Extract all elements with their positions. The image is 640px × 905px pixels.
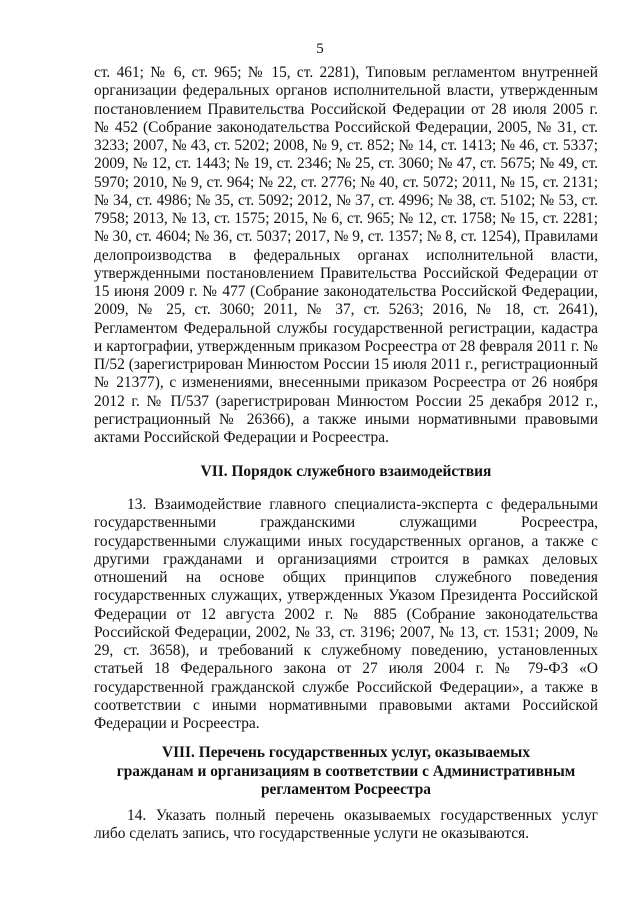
- section-heading-8-line-1: VIII. Перечень государственных услуг, оказываемых: [161, 744, 531, 761]
- paragraph-item-14: 14. Указать полный перечень оказываемых государственных услуг либо сделать запись, что государственные услуги не оказываются.: [94, 807, 598, 843]
- section-heading-7: VII. Порядок служебного взаимодействия: [200, 463, 492, 480]
- section-heading-8-line-3: регламентом Росреестра: [261, 781, 431, 798]
- paragraph-continuation: ст. 461; № 6, ст. 965; № 15, ст. 2281), Типовым регламентом внутренней организации федеральных органов исполнительной власти, утвержденным постановлением Правительства Российской Федерации от 28 июля 2005 г. № 452 (Собрание законодательства Российской Федерации, 2005, № 31, ст. 3233; 2007, № 43, ст. 5202; 2008, № 9, ст. 852; № 14, ст. 1413; № 46, ст. 5337; 2009, № 12, ст. 1443; № 19, ст. 2346; № 25, ст. 3060; № 47, ст. 5675; № 49, ст. 5970; 2010, № 9, ст. 964; № 22, ст. 2776; № 40, ст. 5072; 2011, № 15, ст. 2131; № 34, ст. 4986; № 35, ст. 5092; 2012, № 37, ст. 4996; № 38, ст. 5102; № 53, ст. 7958; 2013, № 13, ст. 1575; 2015, № 6, ст. 965; № 12, ст. 1758; № 15, ст. 2281; № 30, ст. 4604; № 36, ст. 5037; 2017, № 9, ст. 1357; № 8, ст. 1254), Правилами делопроизводства в федеральных органах исполнительной власти, утвержденными постановлением Правительства Российской Федерации от 15 июня 2009 г. № 477 (Собрание законодательства Российской Федерации, 2009, № 25, ст. 3060; 2011, № 37, ст. 5263; 2016, № 18, ст. 2641), Регламентом Федеральной службы государственной регистрации, кадастра и картографии, утвержденным приказом Росреестра от 28 февраля 2011 г. № П/52 (зарегистрирован Минюстом России 15 июля 2011 г., регистрационный № 21377), с изменениями, внесенными приказом Росреестра от 26 ноября 2012 г. № П/537 (зарегистрирован Минюстом России 25 декабря 2012 г., регистрационный № 26366), а также иными нормативными правовыми актами Российской Федерации и Росреестра.: [94, 64, 598, 446]
- paragraph-item-13: 13. Взаимодействие главного специалиста-эксперта с федеральными государственными гражданскими служащими Росреестра, государственными служащими иных государственных органов, а также с другими гражданами и организациями строится в рамках деловых отношений на основе общих принципов служебного поведения государственных служащих, утвержденных Указом Президента Российской Федерации от 12 августа 2002 г. № 885 (Собрание законодательства Российской Федерации, 2002, № 33, ст. 3196; 2007, № 13, ст. 1531; 2009, № 29, ст. 3658), и требований к служебному поведению, установленных статьей 18 Федерального закона от 27 июля 2004 г. № 79-ФЗ «О государственной гражданской службе Российской Федерации», а также в соответствии с иными нормативными правовыми актами Российской Федерации и Росреестра.: [94, 496, 598, 732]
- section-heading-8-line-2: гражданам и организациям в соответствии с Административным: [116, 762, 576, 780]
- section-heading-8: [94, 744, 598, 800]
- page-number: 5: [316, 41, 324, 57]
